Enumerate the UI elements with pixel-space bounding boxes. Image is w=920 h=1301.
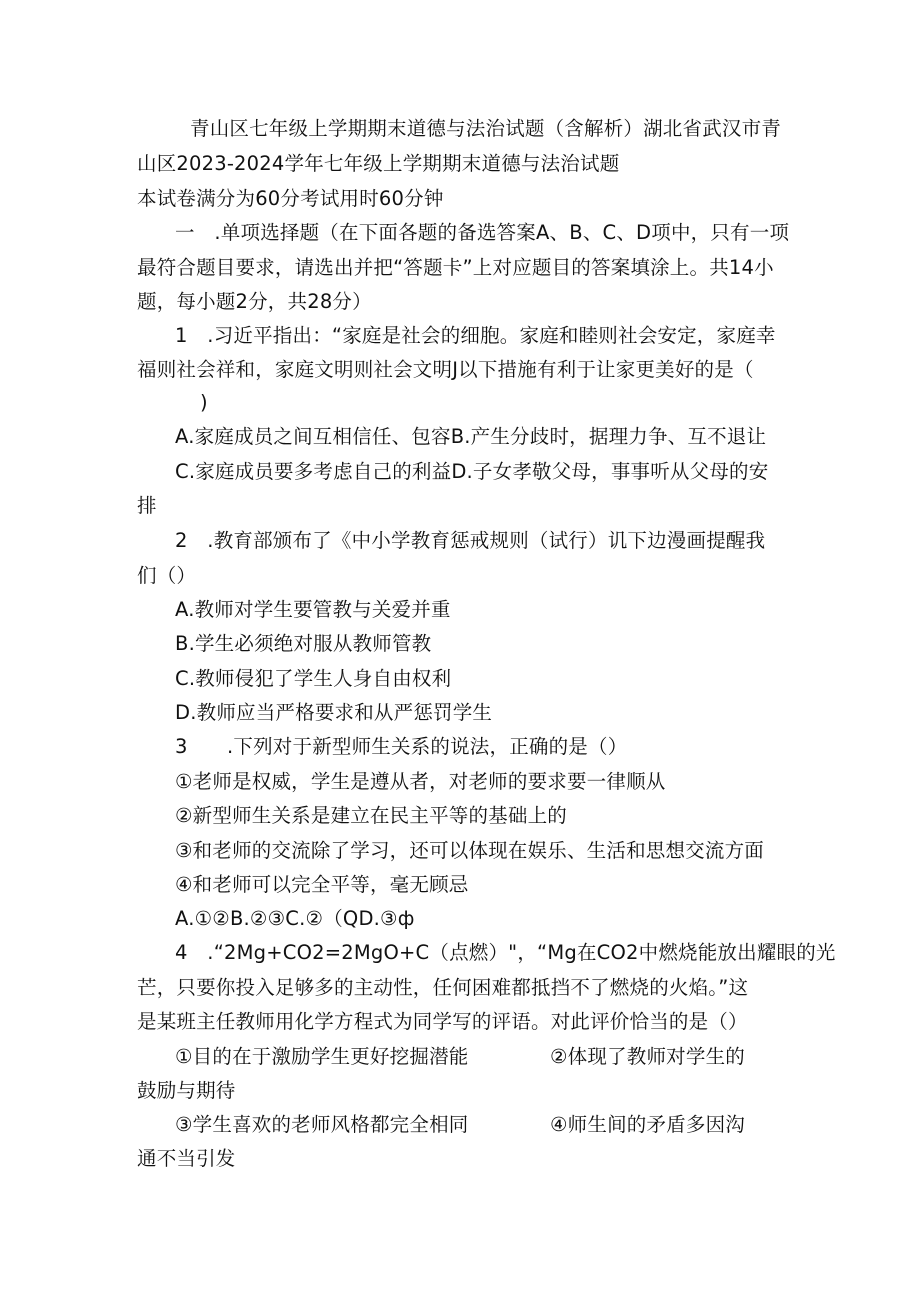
exam-meta: 本试卷满分为60分考试用时60分钟 — [137, 187, 444, 210]
question-3-statement-1: ①老师是权威，学生是遵从者，对老师的要求要一律顺从 — [175, 770, 666, 793]
question-4-statement-3: ③学生喜欢的老师风格都完全相同 — [175, 1113, 469, 1136]
question-1-options-line-3: 排 — [137, 494, 157, 517]
question-1-options-line-1: A.家庭成员之间互相信任、包容B.产生分歧时，据理力争、互不退让 — [175, 425, 767, 448]
section-heading-line-1: 一 .单项选择题（在下面各题的备选答案A、B、C、D项中，只有一项 — [175, 221, 790, 244]
question-3-statement-3: ③和老师的交流除了学习，还可以体现在娱乐、生活和思想交流方面 — [175, 839, 764, 862]
question-4-statement-2: ②体现了教师对学生的 — [550, 1045, 745, 1068]
question-4-statement-4: ④师生间的矛盾多因沟 — [550, 1113, 745, 1136]
question-4-statement-4-continued: 通不当引发 — [137, 1147, 236, 1170]
question-4-statement-1: ①目的在于激励学生更好挖掘潜能 — [175, 1045, 469, 1068]
question-1-stem-line-3: ) — [200, 391, 208, 414]
question-4-stem-line-1: 4 .“2Mg+CO2=2MgO+C（点燃）"，“Mg在CO2中燃烧能放出耀眼的光 — [175, 941, 836, 964]
question-3-options: A.①②B.②③C.②（QD.③ф — [175, 907, 415, 930]
question-4-statement-2-continued: 鼓励与期待 — [137, 1079, 236, 1102]
question-4-stem-line-2: 芒，只要你投入足够多的主动性，任何困难都抵挡不了燃烧的火焰。”这 — [137, 976, 749, 999]
question-1-stem-line-1: 1 .习近平指出：“家庭是社会的细胞。家庭和睦则社会安定，家庭幸 — [175, 324, 776, 347]
question-2-option-c: C.教师侵犯了学生人身自由权利 — [175, 667, 452, 690]
question-3-statement-4: ④和老师可以完全平等，毫无顾忌 — [175, 873, 469, 896]
question-4-stem-line-3: 是某班主任教师用化学方程式为同学写的评语。对此评价恰当的是（） — [137, 1010, 748, 1033]
question-1-options-line-2: C.家庭成员要多考虑自己的利益D.子女孝敬父母，事事听从父母的安 — [175, 460, 769, 483]
section-heading-line-3: 题，每小题2分，共28分） — [137, 290, 372, 313]
document-title-line-1: 青山区七年级上学期期末道德与法治试题（含解析）湖北省武汉市青 — [190, 117, 782, 140]
section-heading-line-2: 最符合题目要求，请选出并把“答题卡”上对应题目的答案填涂上。共14小 — [137, 256, 774, 279]
question-2-stem-line-2: 们（） — [137, 564, 197, 587]
question-2-option-b: B.学生必须绝对服从教师管教 — [175, 632, 432, 655]
document-title-line-2: 山区2023-2024学年七年级上学期期末道德与法治试题 — [137, 152, 620, 175]
question-1-stem-line-2: 福则社会祥和，家庭文明则社会文明J以下措施有利于让家更美好的是（ — [137, 358, 754, 381]
question-3-stem: 3 .下列对于新型师生关系的说法，正确的是（） — [175, 735, 628, 758]
question-3-statement-2: ②新型师生关系是建立在民主平等的基础上的 — [175, 804, 567, 827]
question-2-option-d: D.教师应当严格要求和从严惩罚学生 — [175, 701, 493, 724]
question-2-option-a: A.教师对学生要管教与关爱并重 — [175, 598, 451, 621]
question-2-stem-line-1: 2 .教育部颁布了《中小学教育惩戒规则（试行）讥下边漫画提醒我 — [175, 529, 766, 552]
